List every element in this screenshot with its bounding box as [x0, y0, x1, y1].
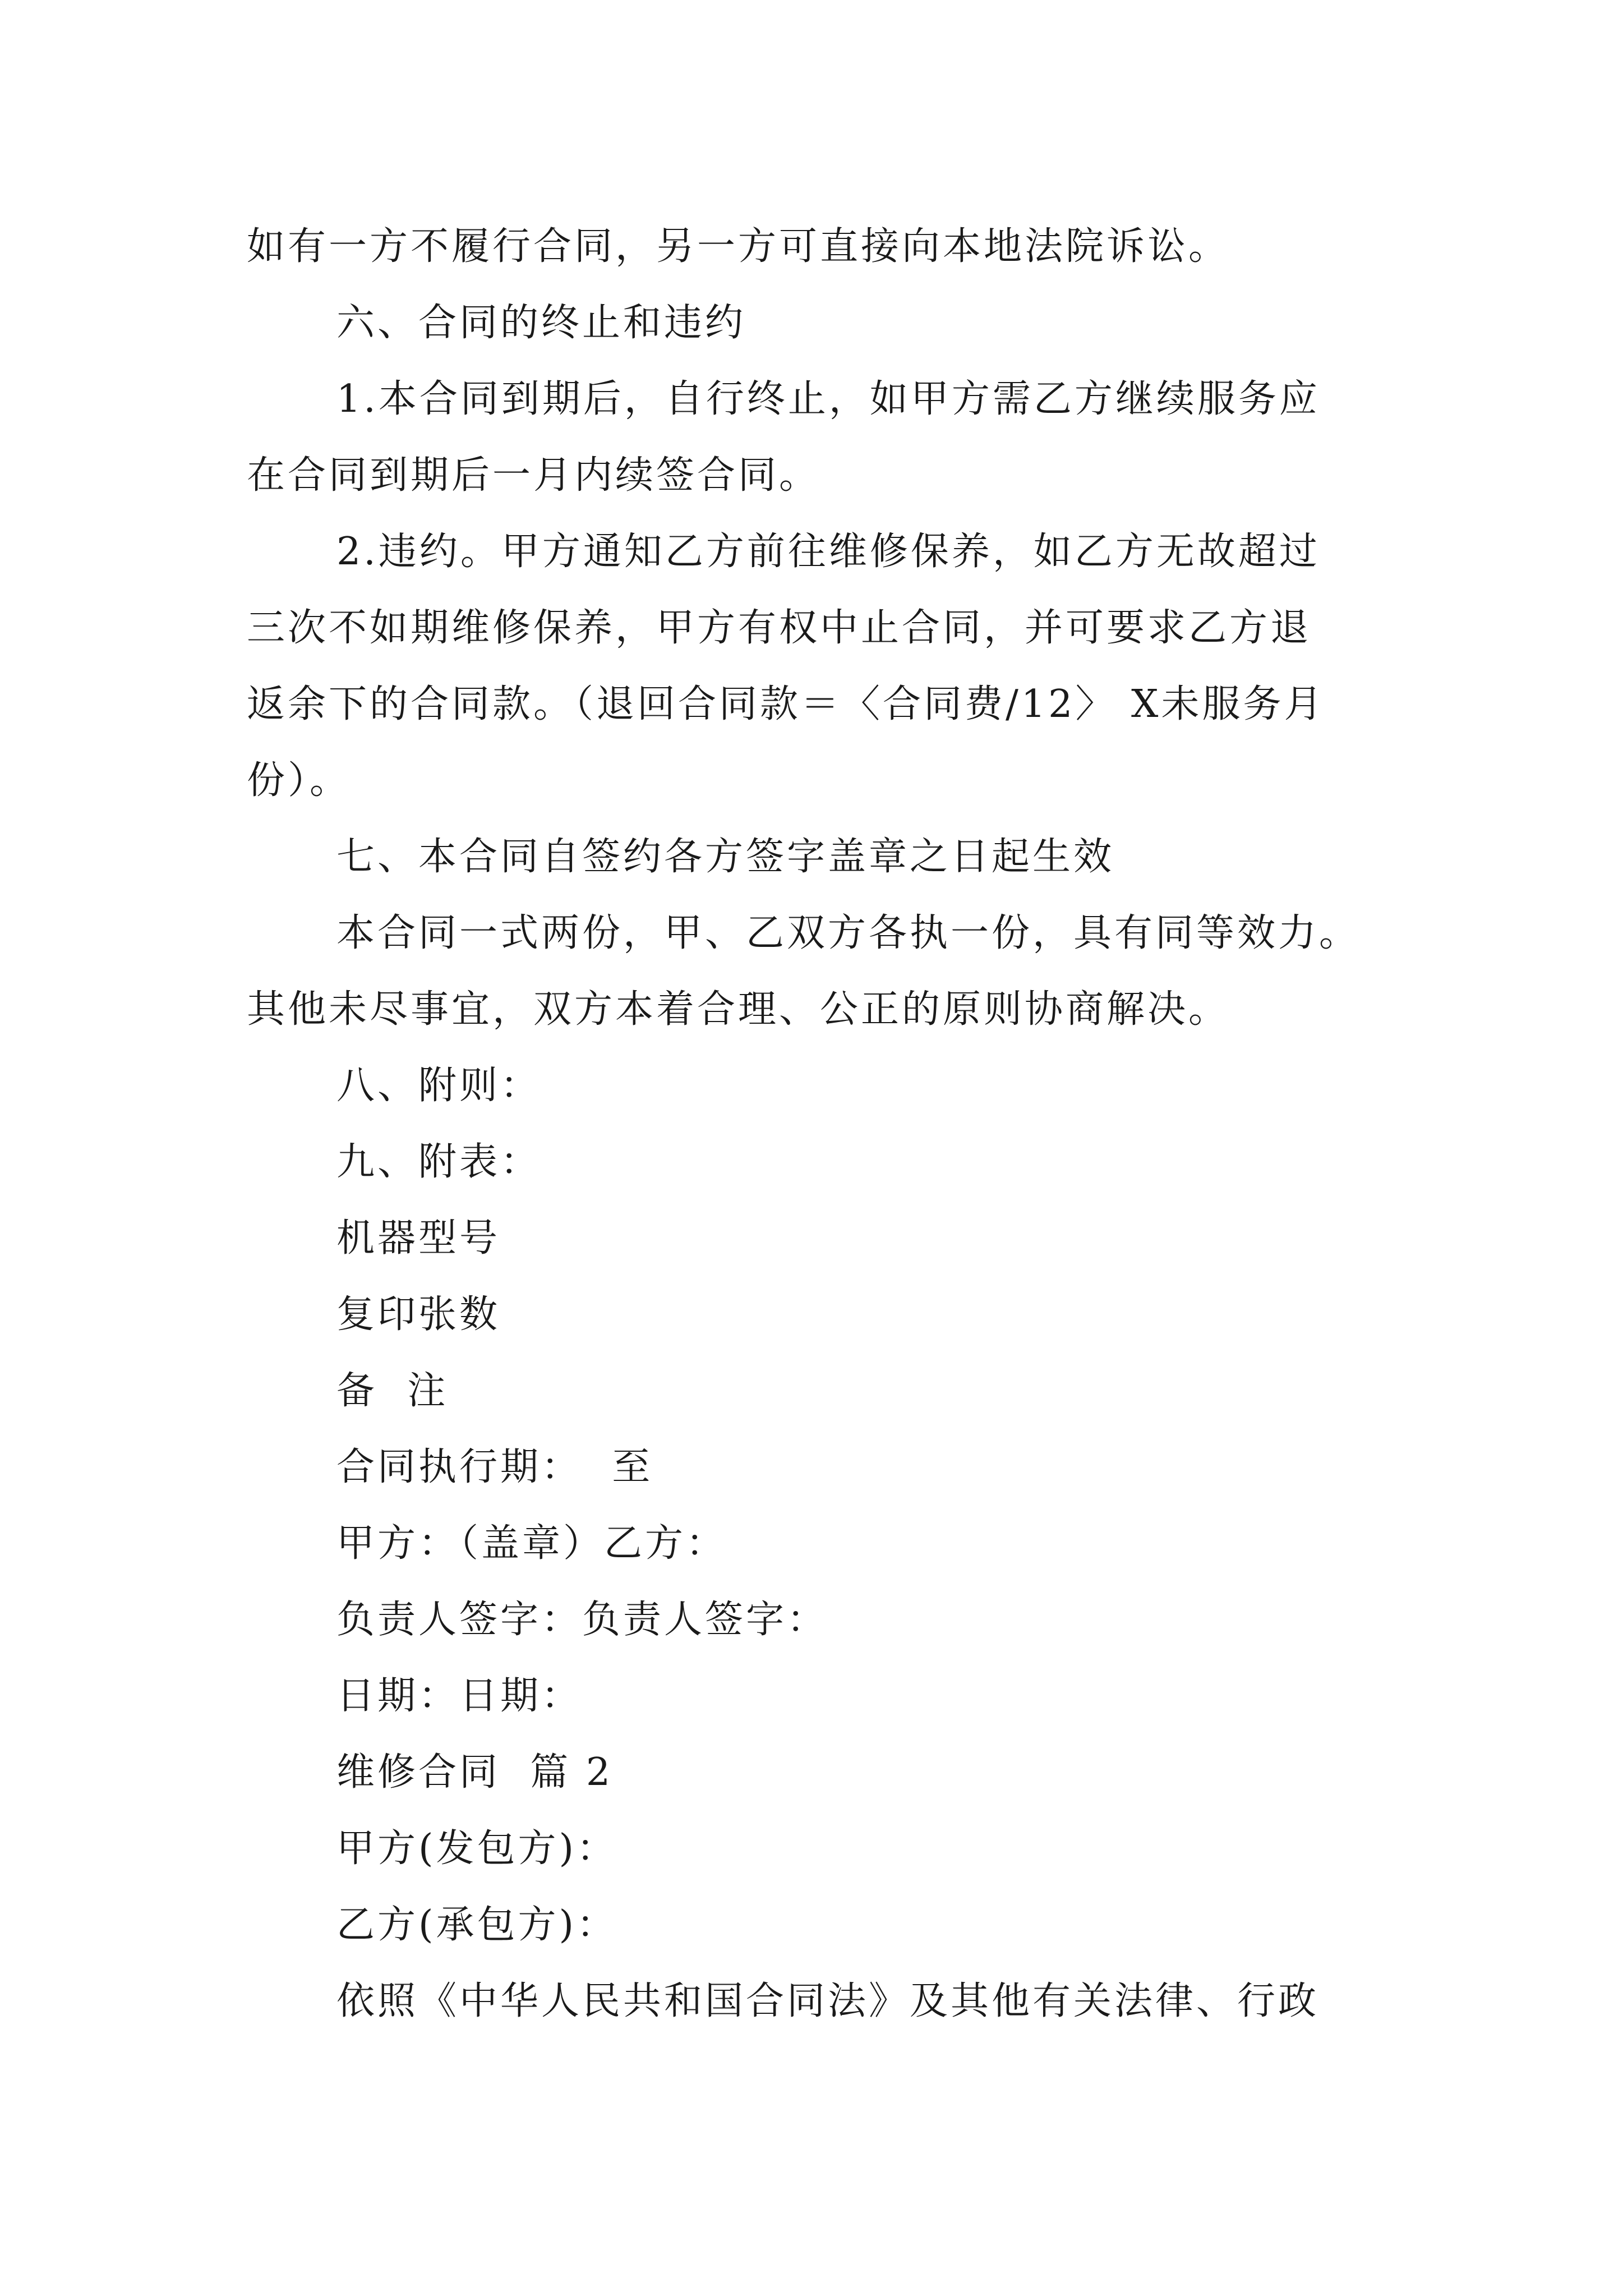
field-party-a: 甲方(发包方)： [336, 1826, 618, 1871]
paragraph-copies-line-1: 本合同一式两份，甲、乙双方各执一份，具有同等效力。 [336, 911, 1361, 955]
field-machine-model: 机器型号 [336, 1216, 501, 1260]
document-title-part-2: 维修合同 篇 2 [336, 1750, 614, 1795]
clause-2-line-3: 返余下的合同款。（退回合同款＝〈合同费/12〉 X未服务月 [247, 682, 1325, 726]
field-dates: 日期：日期： [336, 1674, 583, 1718]
clause-2-line-4: 份）。 [247, 758, 351, 803]
section-heading-appendix-table: 九、附表： [336, 1140, 542, 1184]
field-signatures: 负责人签字：负责人签字： [336, 1598, 828, 1642]
clause-1-line-2: 在合同到期后一月内续签合同。 [247, 453, 820, 498]
section-heading-appendix-rules: 八、附则： [336, 1064, 542, 1108]
clause-1-line-1: 1.本合同到期后，自行终止，如甲方需乙方继续服务应 [336, 377, 1320, 421]
clause-2-line-2: 三次不如期维修保养，甲方有权中止合同，并可要求乙方退 [247, 606, 1312, 650]
document-body [247, 209, 1380, 2040]
field-copy-count: 复印张数 [336, 1292, 501, 1337]
field-contract-period: 合同执行期： 至 [336, 1445, 653, 1489]
paragraph-copies-line-2: 其他未尽事宜，双方本着合理、公正的原则协商解决。 [247, 987, 1230, 1032]
field-remarks: 备 注 [336, 1369, 449, 1413]
field-party-b: 乙方(承包方)： [336, 1903, 618, 1947]
clause-2-line-1: 2.违约。甲方通知乙方前往维修保养，如乙方无故超过 [336, 530, 1320, 574]
section-heading-effective: 七、本合同自签约各方签字盖章之日起生效 [336, 835, 1115, 879]
field-parties-seal: 甲方：（盖章）乙方： [336, 1521, 727, 1566]
section-heading-termination: 六、合同的终止和违约 [336, 301, 746, 345]
paragraph-legal-basis: 依照《中华人民共和国合同法》及其他有关法律、行政 [336, 1979, 1320, 2023]
paragraph-line-lawsuit: 如有一方不履行合同，另一方可直接向本地法院诉讼。 [247, 224, 1230, 269]
